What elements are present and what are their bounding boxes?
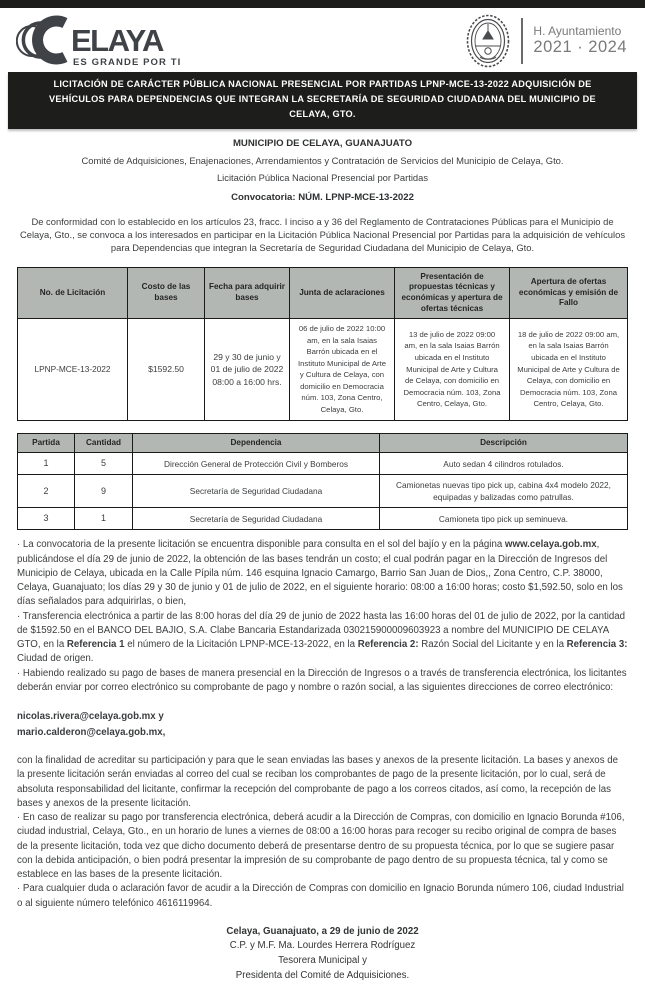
item-partida: 2 (18, 475, 75, 508)
ayuntamiento-label: H. Ayuntamiento (533, 25, 627, 39)
document-headings (0, 138, 645, 203)
item-partida: 1 (18, 453, 75, 475)
licitacion-heading: Licitación Pública Nacional Presencial por Partidas (0, 172, 645, 183)
header-divider (521, 18, 523, 64)
coat-of-arms-icon (465, 13, 511, 69)
celaya-logo (16, 14, 184, 68)
signature-name: C.P. y M.F. Ma. Lourdes Herrera Rodríguez (0, 939, 645, 954)
paragraph-recoger-recibo: · En caso de realizar su pago por transferencia electrónica, deberá acudir a la Dirección de Compras, con domicilio en Ignacio Borunda #106, ciudad industrial, Celaya, Gto., en un horario de lunes a viernes de 08:00 a 16:00 horas para recoger su recibo original de compra de bases de la presente licitación, toda vez que dicho documento deberá de presentarse dentro de su propuesta técnica, por lo que se sugiere pasar con la debida anticipación, o bien podrá presentar la impresión de su comprobante de pago dentro de su propuesta técnica, tal y como se establece en las bases de la presente licitación. (17, 811, 628, 882)
convocatoria-heading: Convocatoria: NÚM. LPNP-MCE-13-2022 (0, 192, 645, 203)
schedule-cell-junta: 06 de julio de 2022 10:00 am, en la sala Isaias Barrón ubicada en el Instituto Municipal de Arte y Cultura de Celaya, con domicilio en Democracia núm. 103, Zona Centro, Celaya, Gto. (290, 319, 395, 420)
paragraph-dudas: · Para cualquier duda o aclaración favor de acudir a la Dirección de Compras con domicilio en Ignacio Borunda número 106, ciudad Industrial o al siguiente número telefónico 4616119964. (17, 882, 628, 911)
intro-paragraph: De conformidad con lo establecido en los artículos 23, fracc. I inciso a y 36 del Reglamento de Contrataciones Públicas para el Municipio de Celaya, Gto., se convoca a los interesados en participar en la Licitación Pública Nacional Presencial por Partidas para la adquisición de vehículos para Dependencias que integran la Secretaría de Seguridad Ciudadana del Municipio de Celaya, Gto. (16, 215, 630, 255)
schedule-table (17, 267, 628, 421)
item-descripcion: Camionetas nuevas tipo pick up, cabina 4x4 modelo 2022, equipadas y balizadas como patrullas. (380, 475, 628, 508)
ayuntamiento-text (533, 25, 627, 58)
item-partida: 3 (18, 508, 75, 530)
item-cantidad: 9 (75, 475, 133, 508)
item-descripcion: Camioneta tipo pick up seminueva. (380, 508, 628, 530)
paragraph-finalidad: con la finalidad de acreditar su participación y para que le sean enviadas las bases y anexos de la presente licitación. La bases y anexos de la presente licitación serán enviadas al correo del cual se reciban los comprobantes de pago de la presente licitación, por lo cual, será de absoluta responsabilidad del licitante, confirmar la recepción del comprobante de pago a los correos citados, así como, la recepción de las bases y anexos de la presente licitación. (17, 754, 628, 811)
items-header-row (18, 433, 628, 453)
item-dependencia: Secretaría de Seguridad Ciudadana (133, 475, 380, 508)
tender-title-banner: LICITACIÓN DE CARÁCTER PÚBLICA NACIONAL PRESENCIAL POR PARTIDAS LPNP-MCE-13-2022 ADQUISICIÓN DE VEHÍCULOS PARA DEPENDENCIAS QUE INTEGRAN LA SECRETARÍA DE SEGURIDAD CIUDADANA DEL MUNICIPIO DE CELAYA, GTO. (8, 72, 637, 129)
items-header-cell: Dependencia (133, 433, 380, 453)
logo-wordmark: ELAYA (71, 23, 164, 58)
schedule-data-row (18, 319, 628, 420)
item-descripcion: Auto sedan 4 cilindros rotulados. (380, 453, 628, 475)
schedule-header-cell: Fecha para adquirir bases (205, 267, 290, 319)
schedule-cell-costo: $1592.50 (128, 319, 205, 420)
top-black-bar (0, 0, 645, 8)
paragraph-transferencia (17, 610, 628, 667)
schedule-header-row (18, 267, 628, 319)
paragraph-pago-bases: · Habiendo realizado su pago de bases de manera presencial en la Dirección de Ingresos o a través de transferencia electrónica, los licitantes deberán enviar por correo electrónico su comprobante de pago y nombre o razón social, a las siguientes direcciones de correo electrónico: (17, 667, 628, 696)
p2-text: · Transferencia electrónica a partir de las 8:00 horas del día 29 de junio de 2022 hasta las 16:00 horas del 01 de julio de 2022, por la cantidad de $1592.50 en el BANCO DEL BAJIO, S.A. Clabe Bancaria Estandarizada 030215900009603923 a nombre del MUNICIPIO DE CELAYA GTO, en la (17, 611, 625, 651)
signature-date: Celaya, Guanajuato, a 29 de junio de 2022 (0, 925, 645, 940)
p2-text: el número de la Licitación LPNP-MCE-13-2022, en la (125, 639, 358, 650)
items-table (17, 433, 628, 531)
schedule-cell-apertura: 18 de julio de 2022 09:00 am, en la sala Isaias Barrón ubicada en el Instituto Municipal de Arte y Cultura de Celaya, con domicilio en Democracia núm. 103, Zona Centro, Celaya, Gto. (510, 319, 628, 420)
referencia-3-label: Referencia 3: (567, 639, 628, 650)
signature-title-2: Presidenta del Comité de Adquisiciones. (0, 969, 645, 983)
schedule-cell-fecha: 29 y 30 de junio y 01 de julio de 2022 08:00 a 16:00 hrs. (205, 319, 290, 420)
schedule-header-cell: No. de Licitación (18, 267, 128, 319)
p2-text: Razón Social del Licitante y en la (419, 639, 567, 650)
signature-title-1: Tesorera Municipal y (0, 954, 645, 969)
items-header-cell: Partida (18, 433, 75, 453)
schedule-header-cell: Presentación de propuestas técnicas y económicas y apertura de ofertas técnicas (395, 267, 510, 319)
ayuntamiento-years: 2021 · 2024 (533, 38, 627, 57)
referencia-2-label: Referencia 2: (358, 639, 419, 650)
items-row (18, 508, 628, 530)
document-header (0, 8, 645, 70)
email-block (17, 709, 628, 740)
signature-block (0, 925, 645, 983)
items-header-cell: Descripción (380, 433, 628, 453)
celaya-logo-icon (16, 14, 184, 68)
item-cantidad: 1 (75, 508, 133, 530)
celaya-url-text: www.celaya.gob.mx (505, 539, 597, 550)
items-row (18, 453, 628, 475)
email-mario: mario.calderon@celaya.gob.mx, (17, 725, 628, 741)
body-text (17, 538, 628, 911)
p2-text: Ciudad de origen. (17, 653, 93, 664)
municipio-heading: MUNICIPIO DE CELAYA, GUANAJUATO (0, 138, 645, 149)
item-dependencia: Dirección General de Protección Civil y Bomberos (133, 453, 380, 475)
schedule-cell-propuestas: 13 de julio de 2022 09:00 am, en la sala Isaias Barrón ubicada en el Instituto Municipal de Arte y Cultura de Celaya, con domicilio en Democracia núm. 103, Zona Centro, Celaya, Gto. (395, 319, 510, 420)
paragraph-convocatoria-disponible (17, 538, 628, 609)
items-header-cell: Cantidad (75, 433, 133, 453)
schedule-cell-licitacion: LPNP-MCE-13-2022 (18, 319, 128, 420)
p1-text: , publicándose el día 29 de junio de 2022, la obtención de las bases tendrán un costo; el cual podrán pagar en la Dirección de Ingresos del Municipio de Celaya, ubicada en la Calle Pípila núm. 146 esquina Ignacio Camargo, Barrio San Juan de Dios,, Zona Centro, C.P. 38000, Celaya, Guanajuato; los días 29 y 30 de junio y 01 de julio de 2022, en el siguiente horario: 08:00 a 16:00 horas; costo $1,592.50, solo en los días señalados para adquirirlas, o bien, (17, 539, 623, 607)
schedule-header-cell: Apertura de ofertas económicas y emisión de Fallo (510, 267, 628, 319)
p1-text: · La convocatoria de la presente licitación se encuentra disponible para consulta en el sol del bajío y en la página (17, 539, 505, 550)
ayuntamiento-group (465, 13, 629, 69)
referencia-1-label: Referencia 1 (67, 639, 125, 650)
items-row (18, 475, 628, 508)
logo-tagline: ES GRANDE POR TI (73, 57, 181, 68)
item-dependencia: Secretaría de Seguridad Ciudadana (133, 508, 380, 530)
schedule-header-cell: Costo de las bases (128, 267, 205, 319)
item-cantidad: 5 (75, 453, 133, 475)
comite-heading: Comité de Adquisiciones, Enajenaciones, Arrendamientos y Contratación de Servicios del Municipio de Celaya, Gto. (0, 155, 645, 166)
email-nicolas: nicolas.rivera@celaya.gob.mx y (17, 709, 628, 725)
schedule-header-cell: Junta de aclaraciones (290, 267, 395, 319)
